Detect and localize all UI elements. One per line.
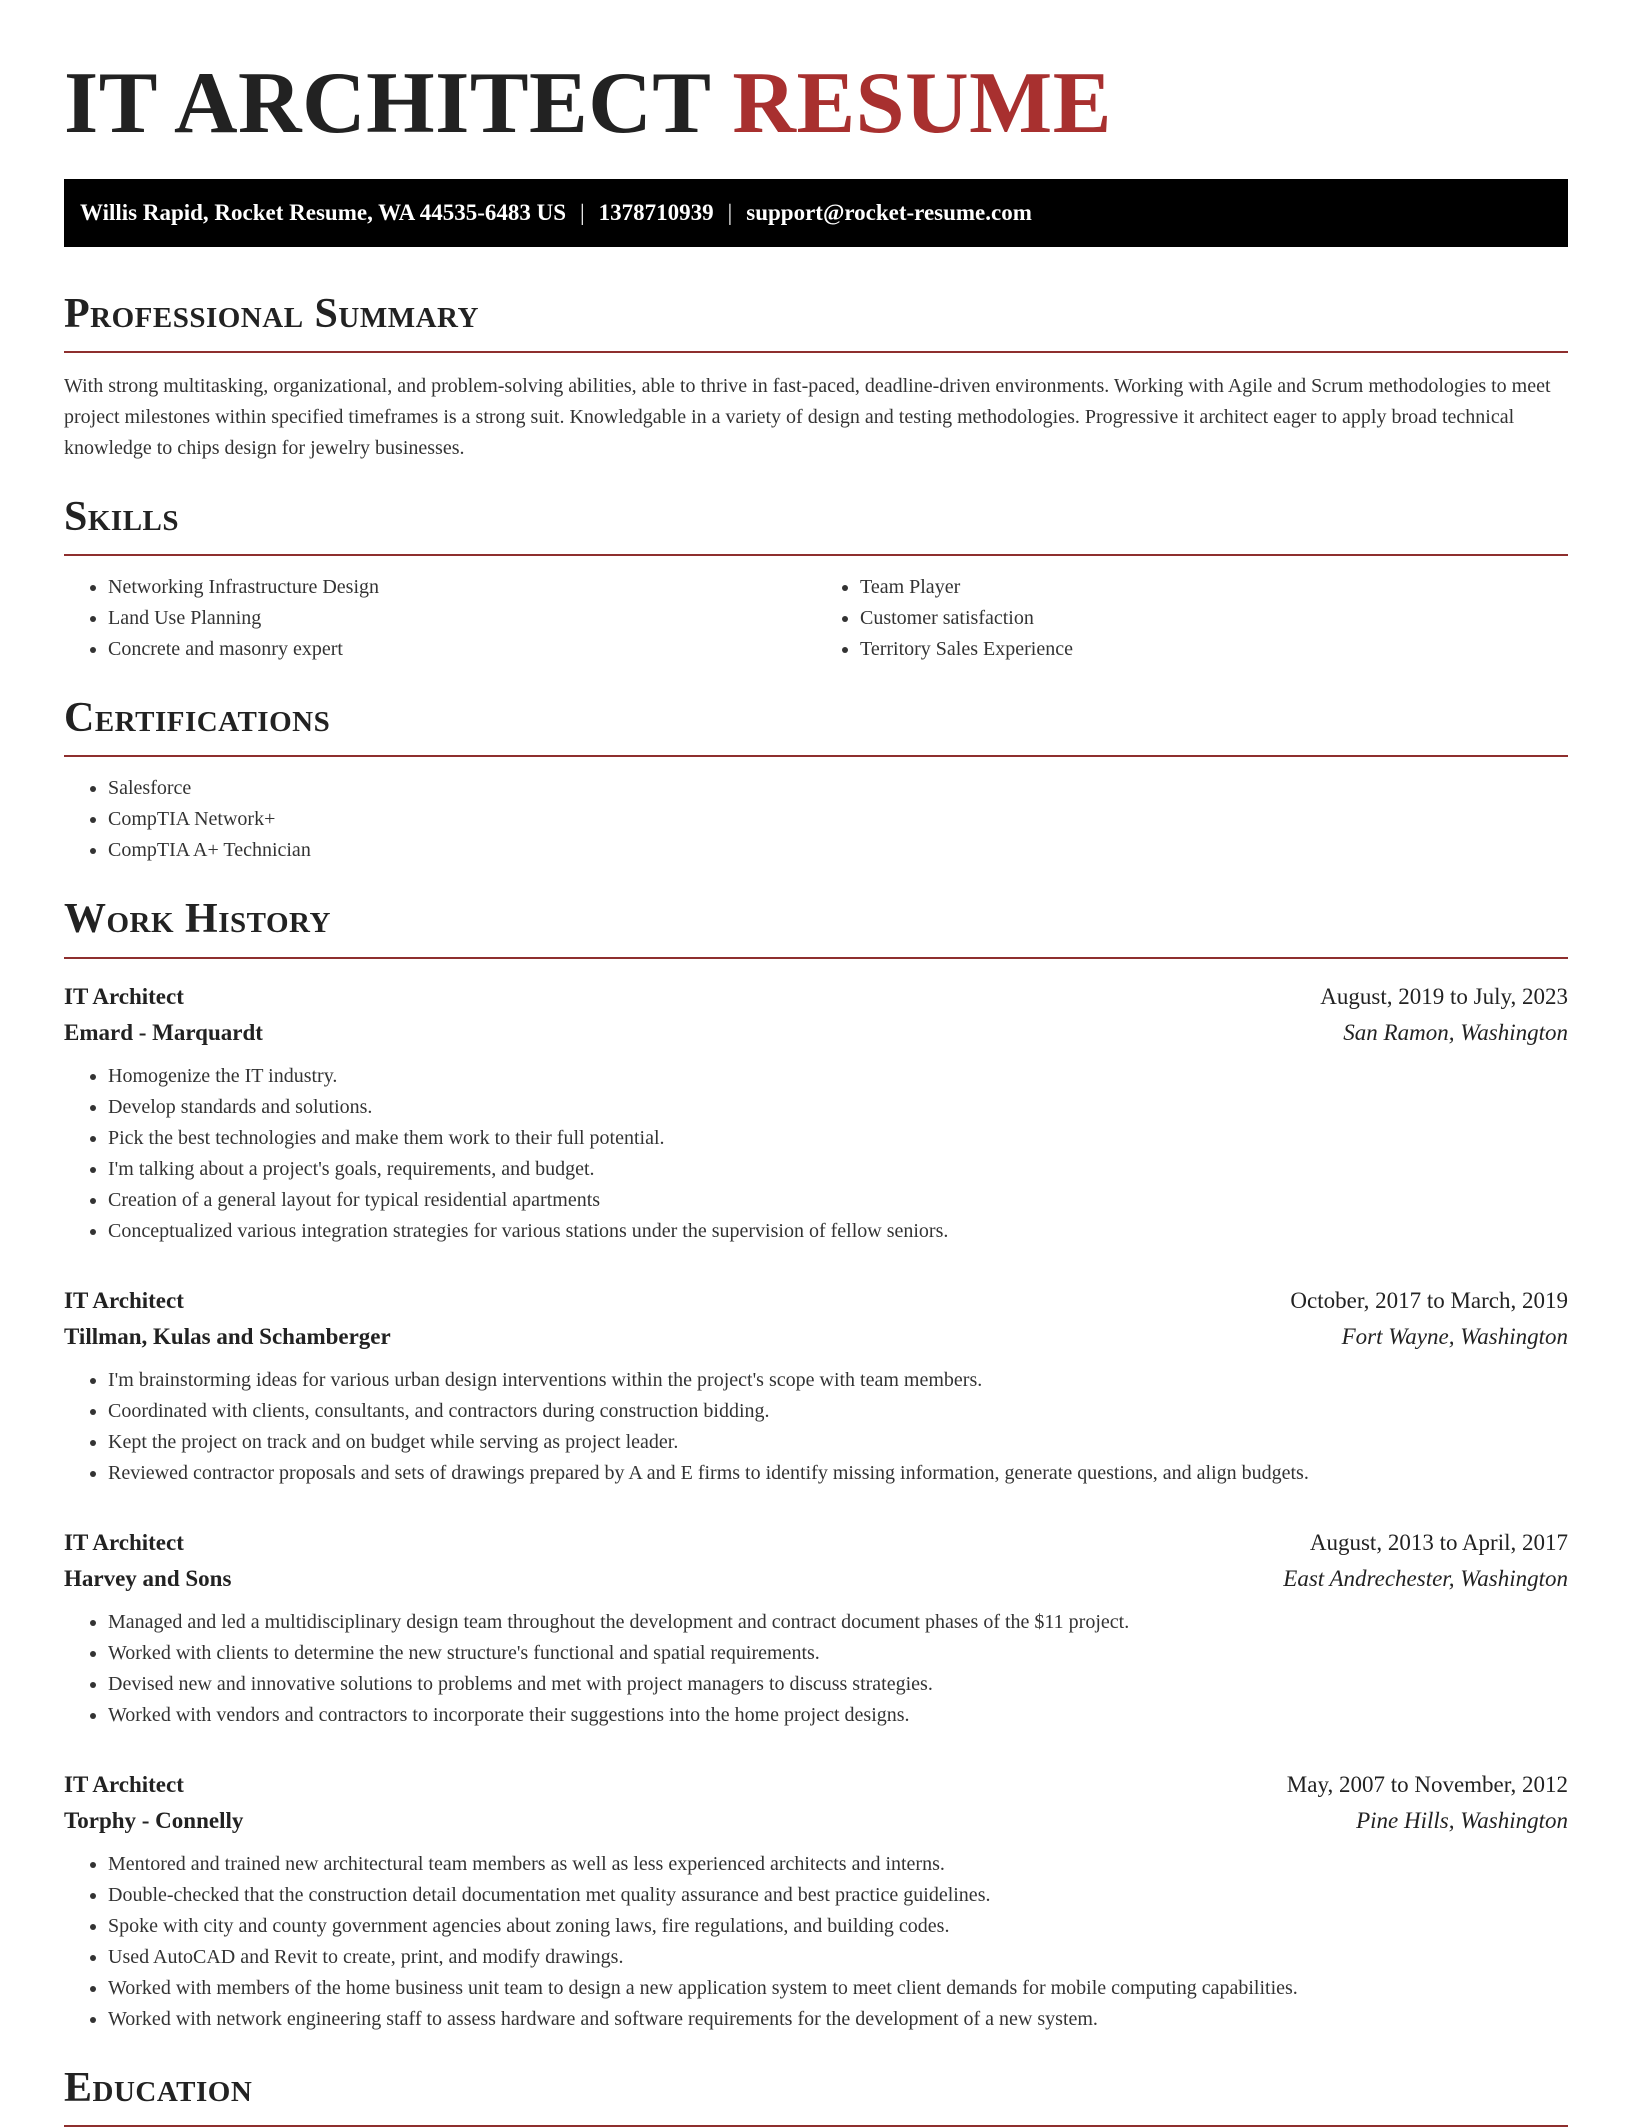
list-item: • I'm brainstorming ideas for various urban design interventions within the project's scope with team members. xyxy=(108,1365,1568,1396)
list-item: • Worked with network engineering staff to assess hardware and software requirements for the development of a new system. xyxy=(108,2004,1568,2035)
work-jobs xyxy=(64,979,1568,2035)
job-company-row xyxy=(64,1803,1568,1839)
job-header-row xyxy=(64,979,1568,1015)
job-location: Fort Wayne, Washington xyxy=(1341,1323,1568,1349)
job-bullets xyxy=(64,1061,1568,1247)
skills-list-right xyxy=(816,572,1568,665)
job-title: IT Architect xyxy=(64,1529,184,1555)
skills-grid xyxy=(64,556,1568,665)
skills-list-left xyxy=(64,572,816,665)
list-item: • Conceptualized various integration strategies for various stations under the supervision of fellow seniors. xyxy=(108,1216,1568,1247)
list-item: • Worked with vendors and contractors to incorporate their suggestions into the home project designs. xyxy=(108,1700,1568,1731)
list-item: • Develop standards and solutions. xyxy=(108,1092,1568,1123)
list-item: • Customer satisfaction xyxy=(860,603,1568,634)
education-section xyxy=(64,2065,1568,2127)
job-header-row xyxy=(64,1525,1568,1561)
list-item: • Team Player xyxy=(860,572,1568,603)
list-item: • Networking Infrastructure Design xyxy=(108,572,816,603)
list-item: • Kept the project on track and on budget while serving as project leader. xyxy=(108,1427,1568,1458)
contact-address: Willis Rapid, Rocket Resume, WA 44535-6483 US xyxy=(80,199,567,225)
list-item: • Territory Sales Experience xyxy=(860,634,1568,665)
job-company-row xyxy=(64,1015,1568,1051)
contact-email: support@rocket-resume.com xyxy=(746,199,1032,225)
list-item: • Pick the best technologies and make them work to their full potential. xyxy=(108,1123,1568,1154)
list-item: • CompTIA A+ Technician xyxy=(108,835,1568,866)
list-item: • Devised new and innovative solutions to problems and met with project managers to discuss strategies. xyxy=(108,1669,1568,1700)
contact-phone: 1378710939 xyxy=(598,199,714,225)
list-item: • Salesforce xyxy=(108,773,1568,804)
job-company: Tillman, Kulas and Schamberger xyxy=(64,1323,391,1349)
list-item: • Creation of a general layout for typical residential apartments xyxy=(108,1185,1568,1216)
list-item: • Managed and led a multidisciplinary design team throughout the development and contract document phases of the $11 project. xyxy=(108,1607,1568,1638)
skills-heading: Skills xyxy=(64,494,1568,556)
list-item: • Mentored and trained new architectural team members as well as less experienced architects and interns. xyxy=(108,1849,1568,1880)
list-item: • Double-checked that the construction detail documentation met quality assurance and best practice guidelines. xyxy=(108,1880,1568,1911)
job-dates: August, 2013 to April, 2017 xyxy=(1309,1529,1568,1555)
summary-text: With strong multitasking, organizational, and problem-solving abilities, able to thrive in fast-paced, deadline-driven environments. Working with Agile and Scrum methodologies to meet project milestones within specified timeframes is a strong suit. Knowledgable in a variety of design and testing methodologies. Progressive it architect eager to apply broad technical knowledge to chips design for jewelry businesses. xyxy=(64,374,1551,459)
job-entry xyxy=(64,1283,1568,1489)
list-item: • Coordinated with clients, consultants, and contractors during construction bidding. xyxy=(108,1396,1568,1427)
certifications-heading: Certifications xyxy=(64,695,1568,757)
job-company: Harvey and Sons xyxy=(64,1565,232,1591)
job-entry xyxy=(64,979,1568,1247)
work-heading: Work History xyxy=(64,896,1568,958)
title-main: IT ARCHITECT xyxy=(64,55,710,152)
job-header-row xyxy=(64,1283,1568,1319)
job-bullets xyxy=(64,1849,1568,2035)
job-header-row xyxy=(64,1767,1568,1803)
list-item: • Homogenize the IT industry. xyxy=(108,1061,1568,1092)
job-title: IT Architect xyxy=(64,1287,184,1313)
job-company-row xyxy=(64,1319,1568,1355)
work-section xyxy=(64,896,1568,2034)
list-item: • Concrete and masonry expert xyxy=(108,634,816,665)
list-item: • Land Use Planning xyxy=(108,603,816,634)
certifications-section xyxy=(64,695,1568,866)
education-heading: Education xyxy=(64,2065,1568,2127)
list-item: • I'm talking about a project's goals, requirements, and budget. xyxy=(108,1154,1568,1185)
job-location: Pine Hills, Washington xyxy=(1356,1807,1568,1833)
job-bullets xyxy=(64,1365,1568,1489)
job-title: IT Architect xyxy=(64,983,184,1009)
job-dates: August, 2019 to July, 2023 xyxy=(1320,983,1568,1009)
contact-bar xyxy=(64,179,1568,247)
summary-section xyxy=(64,291,1568,464)
job-title: IT Architect xyxy=(64,1771,184,1797)
skills-section xyxy=(64,494,1568,665)
job-company: Torphy - Connelly xyxy=(64,1807,244,1833)
list-item: • Used AutoCAD and Revit to create, print, and modify drawings. xyxy=(108,1942,1568,1973)
job-location: San Ramon, Washington xyxy=(1343,1019,1568,1045)
resume-title xyxy=(64,56,1568,153)
list-item: • Spoke with city and county government agencies about zoning laws, fire regulations, and building codes. xyxy=(108,1911,1568,1942)
job-entry xyxy=(64,1525,1568,1731)
job-dates: October, 2017 to March, 2019 xyxy=(1290,1287,1568,1313)
job-bullets xyxy=(64,1607,1568,1731)
title-accent: RESUME xyxy=(732,55,1112,152)
list-item: • Reviewed contractor proposals and sets of drawings prepared by A and E firms to identify missing information, generate questions, and align budgets. xyxy=(108,1458,1568,1489)
contact-separator: | xyxy=(727,199,733,225)
job-company-row xyxy=(64,1561,1568,1597)
job-dates: May, 2007 to November, 2012 xyxy=(1286,1771,1568,1797)
list-item: • Worked with clients to determine the new structure's functional and spatial requirements. xyxy=(108,1638,1568,1669)
summary-heading: Professional Summary xyxy=(64,291,1568,353)
contact-separator: | xyxy=(580,199,585,225)
list-item: • CompTIA Network+ xyxy=(108,804,1568,835)
list-item: • Worked with members of the home business unit team to design a new application system to meet client demands for mobile computing capabilities. xyxy=(108,1973,1568,2004)
job-company: Emard - Marquardt xyxy=(64,1019,263,1045)
job-location: East Andrechester, Washington xyxy=(1283,1565,1568,1591)
certifications-list xyxy=(64,773,1568,866)
job-entry xyxy=(64,1767,1568,2035)
